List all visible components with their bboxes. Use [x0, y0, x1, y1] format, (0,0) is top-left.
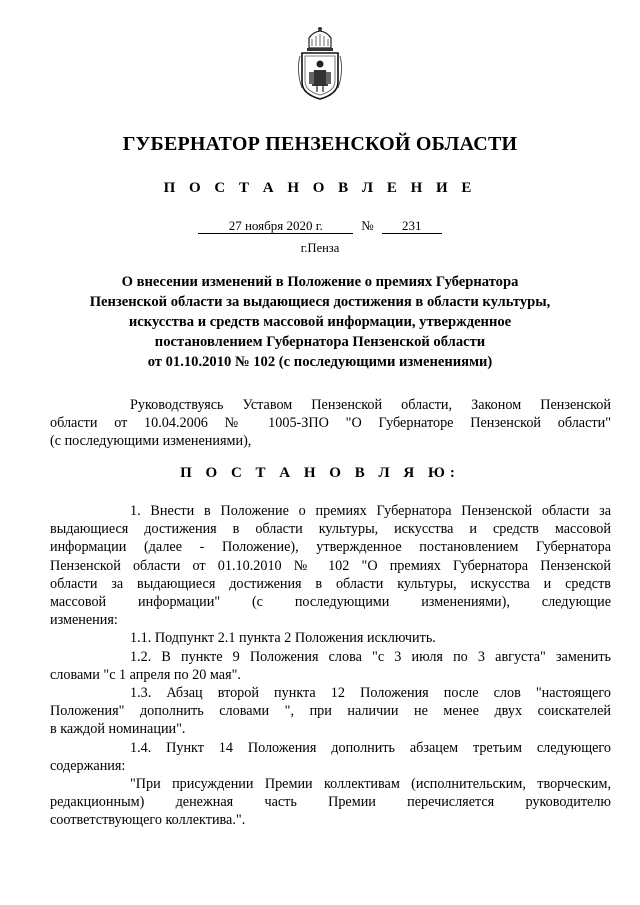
text-line: информации (далее - Положение), утвержденное постановлением Губернатора — [50, 539, 611, 556]
document-title — [70, 272, 570, 372]
preamble-paragraph — [50, 396, 611, 451]
text-line: массовой информации" (с последующими изменениями), следующие — [50, 594, 611, 611]
date-number-line — [0, 218, 640, 234]
text-line: содержания: — [50, 757, 126, 774]
text-line: 1.1. Подпункт 2.1 пункта 2 Положения исключить. — [130, 630, 436, 647]
title-line: искусства и средств массовой информации, утвержденное — [128, 314, 512, 330]
title-line: от 01.10.2010 № 102 (с последующими изменениями) — [147, 354, 493, 370]
coat-of-arms-icon — [295, 26, 345, 102]
text-line: изменения: — [50, 612, 118, 629]
document-date: 27 ноября 2020 г. — [198, 218, 353, 234]
preamble — [50, 396, 611, 451]
text-line: словами "с 1 апреля по 20 мая". — [50, 666, 241, 683]
item-1-2 — [50, 648, 611, 684]
text-line: в каждой номинации". — [50, 721, 186, 738]
text-line: выдающиеся достижения в области культуры, искусства и средств массовой — [50, 521, 611, 538]
text-line: 1.3. Абзац второй пункта 12 Положения после слов "настоящего — [130, 685, 611, 702]
title-line: постановлением Губернатора Пензенской области — [154, 334, 486, 350]
text-line: Руководствуясь Уставом Пензенской области, Законом Пензенской — [130, 397, 611, 413]
item-1-1 — [90, 629, 611, 647]
item-1-3 — [50, 684, 611, 739]
issuing-authority: ГУБЕРНАТОР ПЕНЗЕНСКОЙ ОБЛАСТИ — [122, 133, 518, 155]
city: г.Пенза — [300, 241, 340, 255]
text-line: (с последующими изменениями), — [50, 433, 252, 450]
title-line: О внесении изменений в Положение о премиях Губернатора — [121, 274, 519, 290]
text-line: области от 10.04.2006 № 1005-ЗПО "О Губернаторе Пензенской области" — [50, 415, 611, 432]
item-1-4-quote — [50, 775, 611, 830]
decree-items — [50, 502, 611, 830]
item-1 — [50, 502, 611, 629]
title-line: Пензенской области за выдающиеся достижения в области культуры, — [89, 294, 551, 310]
text-line: соответствующего коллектива.". — [50, 812, 246, 829]
text-line: 1. Внести в Положение о премиях Губернатора Пензенской области за — [130, 503, 611, 519]
number-sign: № — [361, 218, 374, 233]
text-line: Пензенской области от 01.10.2010 № 102 "О премиях Губернатора Пензенской — [50, 557, 611, 574]
text-line: 1.2. В пункте 9 Положения слова "с 3 июля по 3 августа" заменить — [130, 648, 611, 665]
text-line: Положения" дополнить словами ", при наличии не менее двух соискателей — [50, 703, 611, 720]
item-1-4 — [50, 739, 611, 775]
document-number: 231 — [382, 218, 442, 234]
text-line: редакционным) денежная часть Премии перечисляется руководителю — [50, 794, 611, 811]
decree-heading: П О С Т А Н О В Л Я Ю: — [180, 465, 460, 481]
text-line: области за выдающиеся достижения в области культуры, искусства и средств — [50, 575, 611, 592]
document-type: П О С Т А Н О В Л Е Н И Е — [163, 180, 477, 196]
text-line: "При присуждении Премии коллективам (исполнительским, творческим, — [130, 776, 611, 793]
text-line: 1.4. Пункт 14 Положения дополнить абзацем третьим следующего — [130, 739, 611, 756]
